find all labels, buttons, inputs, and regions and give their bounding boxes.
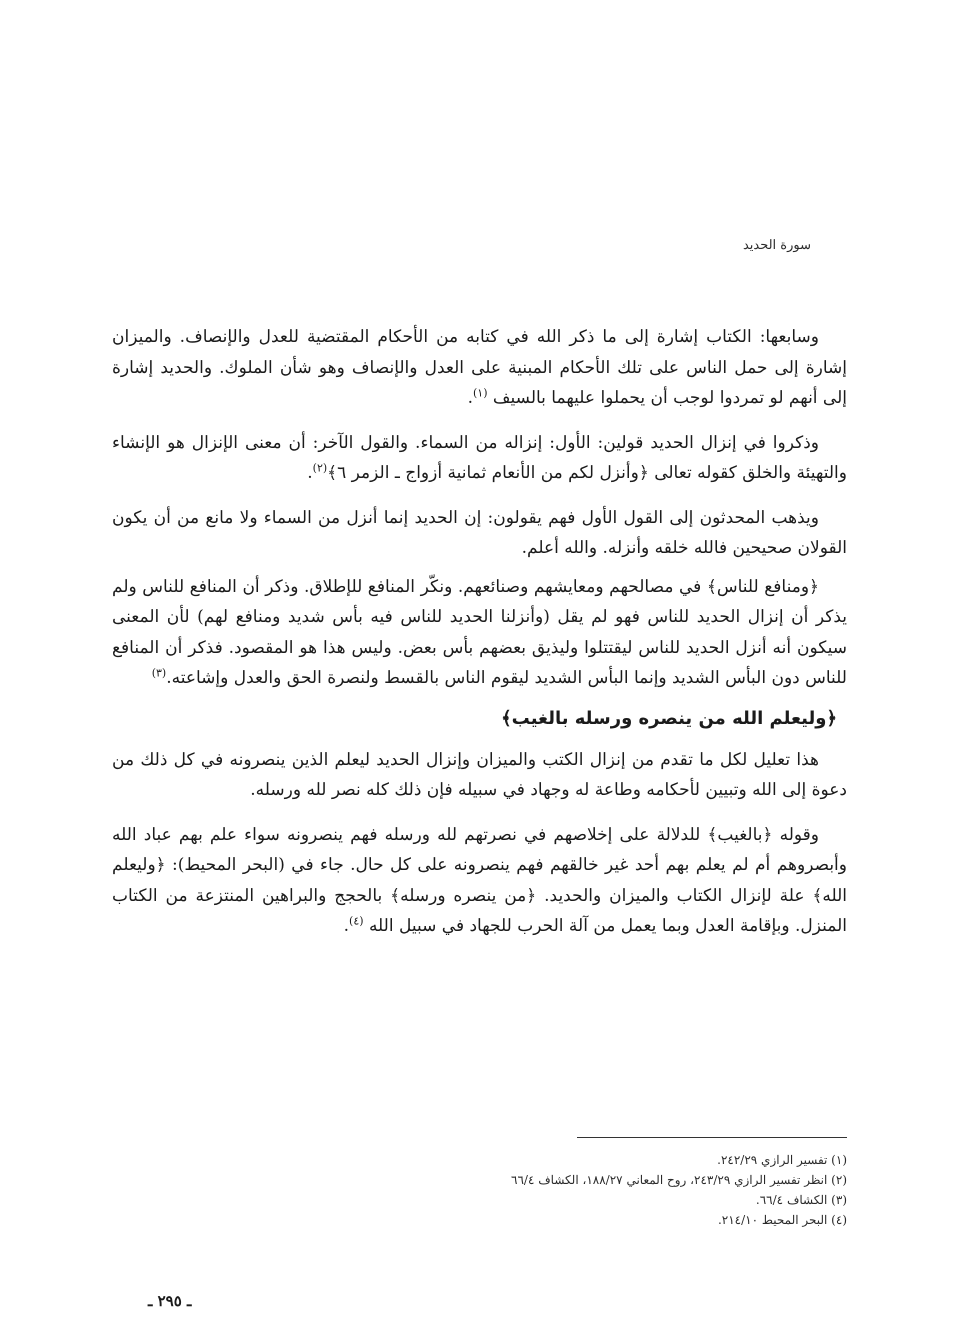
running-head: سورة الحديد [742,238,811,253]
page-number: ـ ٢٩٥ ـ [148,1292,192,1310]
footnote-ref[interactable]: (٤) [349,914,364,928]
footnote-divider [577,1137,847,1138]
footnote-ref[interactable]: (١) [473,386,488,400]
paragraph-text: وقوله ﴿بالغيب﴾ للدلالة على إخلاصهم في نصرتهم لله ورسله فهم ينصرونه سواء علم بهم عباد الله وأبصروهم أم لم يعلم بهم أحد غير خالقهم فهم ينصرونه على كل حال. جاء في (البحر المحيط): ﴿وليعلم الله﴾ علة لإنزال الكتاب والميزان والحديد. ﴿من ينصره ورسله﴾ بالحجج والبراهين المنتزعة من الكتاب المنزل. وبإقامة العدل وبما يعمل من آلة الحرب للجهاد في سبيل الله [112,824,847,936]
footnote-4: (٤) البحر المحيط ٢١٤/١٠. [717,1213,847,1227]
paragraph-text: وذكروا في إنزال الحديد قولين: الأول: إنزاله من السماء. والقول الآخر: أن معنى الإنزال هو الإنشاء والتهيئة والخلق كقوله تعالى ﴿وأنزل لكم من الأنعام ثمانية أزواج ـ الزمر ٦﴾ [112,432,847,483]
paragraph-6: وقوله ﴿بالغيب﴾ للدلالة على إخلاصهم في نصرتهم لله ورسله فهم ينصرونه سواء علم بهم عباد الله وأبصروهم أم لم يعلم بهم أحد غير خالقهم فهم ينصرونه على كل حال. جاء في (البحر المحيط): ﴿وليعلم الله﴾ علة لإنزال الكتاب والميزان والحديد. ﴿من ينصره ورسله﴾ بالحجج والبراهين المنتزعة من الكتاب المنزل. وبإقامة العدل وبما يعمل من آلة الحرب للجهاد في سبيل الله $^{(٤)}$. [112,824,847,936]
footnote-2: (٢) انظر تفسير الرازي ٢٤٣/٢٩، روح المعاني ١٨٨/٢٧، الكشاف ٦٦/٤ [511,1173,847,1187]
footnote-ref[interactable]: (٣) [151,666,167,680]
body-text [112,322,847,956]
paragraph-4 [112,572,847,694]
verse-heading: ﴿وليعلم الله من ينصره ورسله بالغيب﴾ [501,707,837,729]
footnotes [112,1150,847,1230]
paragraph-text: هذا تعليل لكل ما تقدم من إنزال الكتب والميزان وإنزال الحديد ليعلم الذين ينصرونه في كل ذلك من دعوة إلى الله وتبيين لأحكامه وطاعة له وجهاد في سبيله فإن ذلك كله نصر لله ورسله. [112,749,847,800]
paragraph-text: ويذهب المحدثون إلى القول الأول فهم يقولون: إن الحديد إنما أنزل من السماء ولا مانع من أن يكون القولان صحيحين فالله خلقه وأنزله. والله أعلم. [112,507,847,558]
footnote-3: (٣) الكشاف ٦٦/٤. [755,1193,847,1207]
paragraph-2: وذكروا في إنزال الحديد قولين: الأول: إنزاله من السماء. والقول الآخر: أن معنى الإنزال هو الإنشاء والتهيئة والخلق كقوله تعالى ﴿وأنزل لكم من الأنعام ثمانية أزواج ـ الزمر ٦﴾$^{(٢)}$. [112,432,847,483]
paragraph-3 [112,503,847,564]
paragraph-text: ﴿ومنافع للناس﴾ في مصالحهم ومعايشهم وصنائعهم. ونكّر المنافع للإطلاق. وذكر أن المنافع للناس ولم يذكر أن إنزال الحديد للناس فهو لم يقل (وأنزلنا الحديد للناس فيه بأس شديد ومنافع لهم) لأن المعنى سيكون أنه أنزل الحديد للناس ليقتتلوا وليذيق بعضهم بأس بعض. وليس هذا هو المقصود. فذكر أن المنافع للناس دون البأس الشديد وإنما البأس الشديد ليقوم الناس بالقسط ولنصرة الحق والعدل وإشاعته. [112,576,847,688]
paragraph-text: وسابعها: الكتاب إشارة إلى ما ذكر الله في كتابه من الأحكام المقتضية للعدل والإنصاف. والميزان إشارة إلى حمل الناس على تلك الأحكام المبنية على العدل والإنصاف وهو شأن الملوك. والحديد إشارة إلى أنهم لو تمردوا لوجب أن يحملوا عليهما بالسيف [112,327,847,408]
paragraph-1: وسابعها: الكتاب إشارة إلى ما ذكر الله في كتابه من الأحكام المقتضية للعدل والإنصاف. والميزان إشارة إلى حمل الناس على تلك الأحكام المبنية على العدل والإنصاف وهو شأن الملوك. والحديد إشارة إلى أنهم لو تمردوا لوجب أن يحملوا عليهما بالسيف $^{(١)}$. [112,327,847,408]
footnote-ref[interactable]: (٢) [312,461,328,475]
footnote-1: (١) تفسير الرازي ٢٤٢/٢٩. [717,1153,847,1167]
paragraph-5 [112,745,847,806]
